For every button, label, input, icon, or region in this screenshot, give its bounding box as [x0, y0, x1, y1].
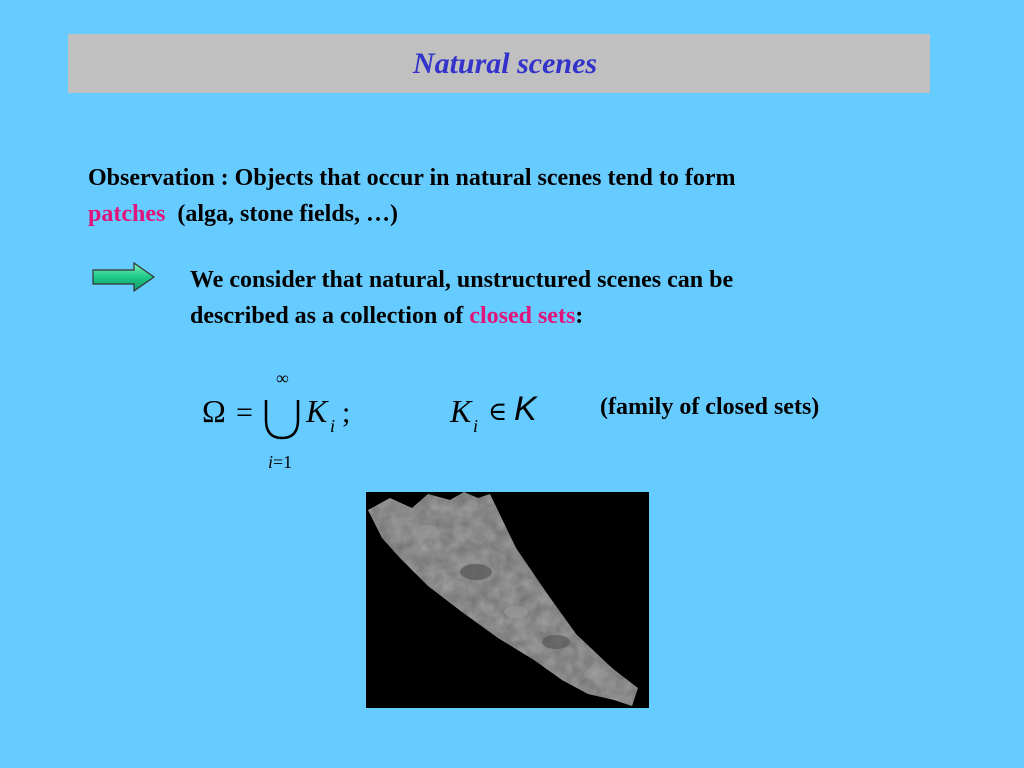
observation-line-1: Observation : Objects that occur in natural scenes tend to form [88, 165, 736, 191]
omega-symbol: Ω [202, 393, 226, 429]
observation-text [88, 160, 735, 232]
separator: ; [342, 396, 351, 429]
observation-line-2 [88, 196, 735, 232]
consideration-line-1: We consider that natural, unstructured scenes can be [190, 267, 734, 293]
family-label: (family of closed sets) [600, 394, 820, 420]
element-set-symbol: K [450, 393, 472, 429]
union-upper-limit: ∞ [276, 368, 289, 388]
right-arrow-icon [92, 262, 156, 292]
set-subscript: i [330, 416, 336, 436]
consideration-line-2 [190, 298, 733, 334]
consideration-suffix: : [575, 303, 584, 329]
patches-highlight: patches [88, 201, 166, 227]
slide-title: Natural scenes [412, 46, 598, 80]
textured-patch-image [366, 492, 649, 708]
element-of-symbol: ∈ [488, 397, 508, 426]
family-symbol: K [514, 390, 537, 428]
element-subscript: i [473, 416, 479, 436]
consideration-text [190, 262, 733, 334]
equals-sign: = [236, 396, 253, 429]
closed-sets-highlight: closed sets [469, 303, 576, 329]
union-symbol [266, 400, 298, 438]
title-bar [68, 34, 930, 93]
observation-line-2-rest: (alga, stone fields, …) [177, 201, 398, 227]
union-lower-limit: i=1 [268, 452, 293, 472]
consideration-prefix: described as a collection of [190, 303, 464, 329]
union-formula [200, 360, 600, 480]
set-symbol: K [306, 393, 328, 429]
